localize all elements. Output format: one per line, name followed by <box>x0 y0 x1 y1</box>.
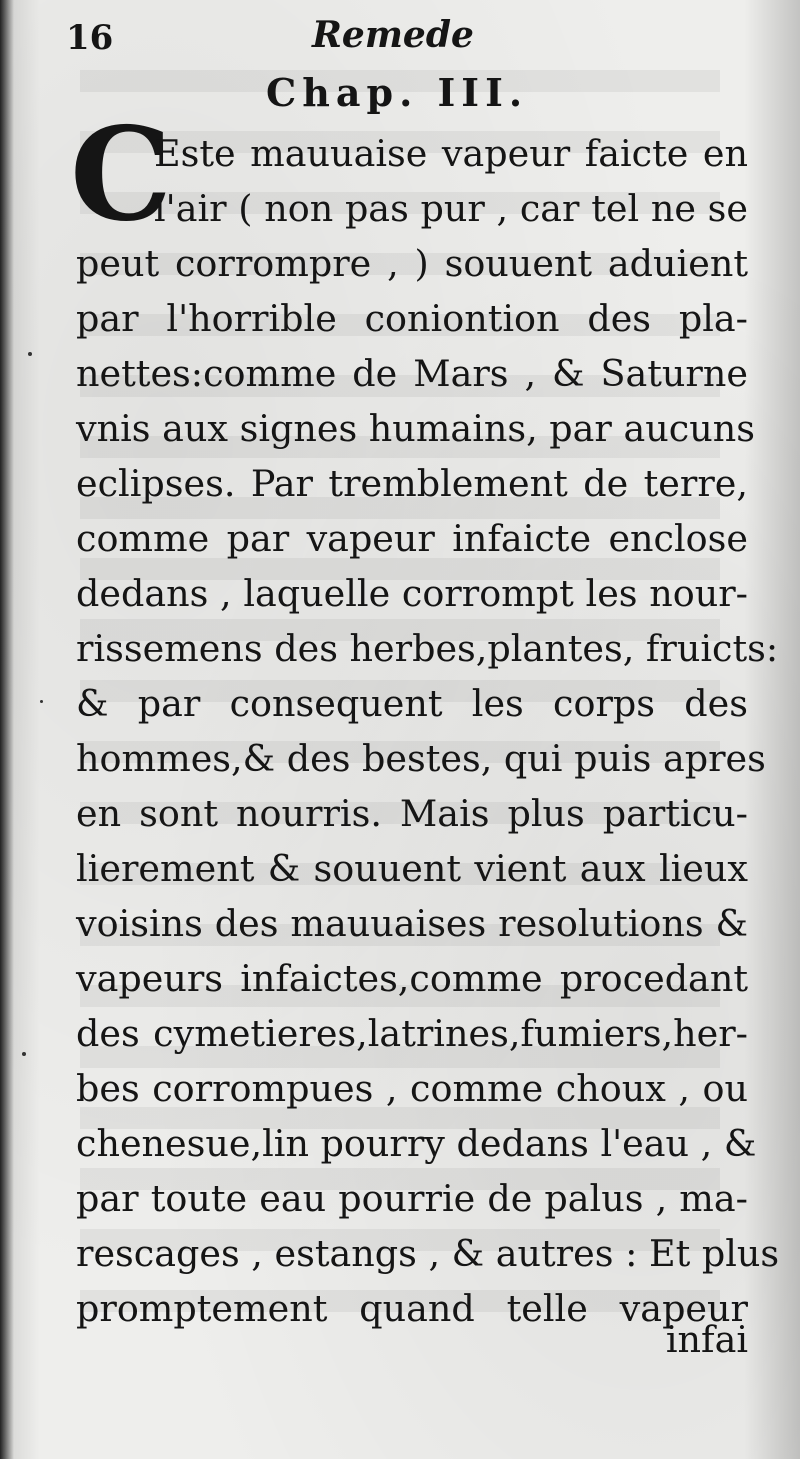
ink-speck <box>40 700 43 703</box>
text-line: hommes,& des bestes, qui puis apres <box>76 737 766 780</box>
text-line: nettes:comme de Mars , & Saturne <box>76 352 748 395</box>
text-line: l'air ( non pas pur , car tel ne se <box>154 187 748 230</box>
text-line: lierement & souuent vient aux lieux <box>76 847 748 890</box>
text-line: rescages , estangs , & autres : Et plus <box>76 1232 780 1275</box>
text-line: Este mauuaise vapeur faicte en <box>154 132 748 175</box>
text-line: rissemens des herbes,plantes, fruicts: <box>76 627 779 670</box>
chapter-heading: Chap. III. <box>266 70 529 115</box>
text-line: en sont nourris. Mais plus particu- <box>76 792 748 835</box>
text-line: voisins des mauuaises resolutions & <box>76 902 748 945</box>
catchword: infai <box>665 1318 748 1361</box>
running-head: Remede <box>312 14 474 56</box>
ink-speck <box>28 352 32 356</box>
text-line: eclipses. Par tremblement de terre, <box>76 462 748 505</box>
text-line: vapeurs infaictes,comme procedant <box>76 957 748 1000</box>
text-line: comme par vapeur infaicte enclose <box>76 517 748 560</box>
text-line: bes corrompues , comme choux , ou <box>76 1067 748 1110</box>
text-line: chenesue,lin pourry dedans l'eau , & <box>76 1122 757 1165</box>
text-line: peut corrompre , ) souuent aduient <box>76 242 748 285</box>
text-line: promptement quand telle vapeur <box>76 1287 748 1330</box>
text-line: des cymetieres,latrines,fumiers,her- <box>76 1012 748 1055</box>
ink-speck <box>22 1052 26 1056</box>
text-line: & par consequent les corps des <box>76 682 748 725</box>
spine-shadow <box>0 0 14 1459</box>
text-line: dedans , laquelle corrompt les nour- <box>76 572 748 615</box>
drop-cap: C <box>70 100 172 250</box>
page-number: 16 <box>66 18 114 58</box>
text-line: par toute eau pourrie de palus , ma- <box>76 1177 748 1220</box>
body-text <box>76 126 780 1336</box>
text-line: par l'horrible coniontion des pla- <box>76 297 748 340</box>
text-line: vnis aux signes humains, par aucuns <box>76 407 755 450</box>
